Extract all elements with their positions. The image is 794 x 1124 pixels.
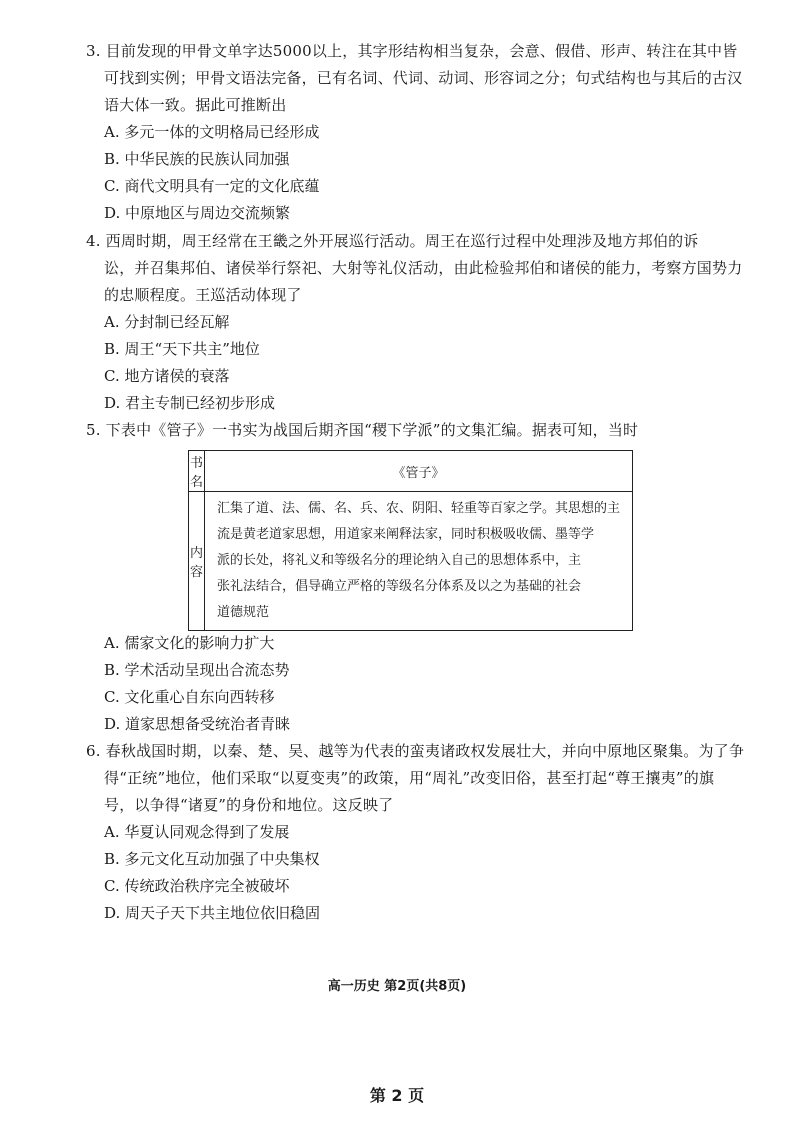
page-number: 第 2 页 xyxy=(369,1086,425,1105)
table-row-content xyxy=(205,492,633,631)
page-footer: 高一历史 第2页(共8页) xyxy=(327,979,467,994)
question-stem-line: 得“正统”地位，他们采取“以夏变夷”的政策，用“周礼”改变旧俗，甚至打起“尊王攘夷”的旗 xyxy=(104,769,715,787)
table-content-line: 流是黄老道家思想，用道家来阐释法家，同时积极吸收儒、墨等学 xyxy=(217,527,595,542)
table-header-label: 书名 xyxy=(189,451,205,492)
guanzi-table xyxy=(188,450,633,631)
table-content-line: 汇集了道、法、儒、名、兵、农、阴阳、轻重等百家之学。其思想的主 xyxy=(217,501,621,516)
option-b: B. 学术活动呈现出合流态势 xyxy=(104,661,290,679)
question-stem-line: 号，以争得“诸夏”的身份和地位。这反映了 xyxy=(104,796,394,814)
table-row-label: 内容 xyxy=(189,492,205,631)
option-d: D. 周天子天下共主地位依旧稳固 xyxy=(104,904,321,922)
question-stem-line: 3. 目前发现的甲骨文单字达5000以上，其字形结构相当复杂，会意、假借、形声、转注在其中皆 xyxy=(86,42,738,60)
question-stem-line: 4. 西周时期，周王经常在王畿之外开展巡行活动。周王在巡行过程中处理涉及地方邦伯的诉 xyxy=(86,232,699,250)
question-5 xyxy=(86,417,726,444)
table-content-line: 派的长处，将礼义和等级名分的理论纳入自己的思想体系中，主 xyxy=(217,553,582,568)
question-stem-line: 的忠顺程度。王巡活动体现了 xyxy=(104,286,302,304)
question-stem-line: 语大体一致。据此可推断出 xyxy=(104,96,287,114)
question-5-options xyxy=(86,630,726,738)
option-b: B. 周王“天下共主”地位 xyxy=(104,340,260,358)
option-d: D. 道家思想备受统治者青睐 xyxy=(104,715,291,733)
option-a: A. 儒家文化的影响力扩大 xyxy=(104,634,275,652)
option-a: A. 多元一体的文明格局已经形成 xyxy=(104,123,320,141)
table-header-value: 《管子》 xyxy=(205,451,633,492)
option-b: B. 多元文化互动加强了中央集权 xyxy=(104,850,320,868)
option-c: C. 文化重心自东向西转移 xyxy=(104,688,275,706)
question-stem-line: 6. 春秋战国时期，以秦、楚、吴、越等为代表的蛮夷诸政权发展壮大，并向中原地区聚集。为了争 xyxy=(86,742,745,760)
question-stem-line: 可找到实例；甲骨文语法完备，已有名词、代词、动词、形容词之分；句式结构也与其后的古汉 xyxy=(104,69,743,87)
question-stem-line: 5. 下表中《管子》一书实为战国后期齐国“稷下学派”的文集汇编。据表可知，当时 xyxy=(86,421,639,439)
option-b: B. 中华民族的民族认同加强 xyxy=(104,150,290,168)
question-stem-line: 讼，并召集邦伯、诸侯举行祭祀、大射等礼仪活动，由此检验邦伯和诸侯的能力，考察方国势力 xyxy=(104,259,743,277)
option-d: D. 中原地区与周边交流频繁 xyxy=(104,204,291,222)
table-content-line: 张礼法结合，倡导确立严格的等级名分体系及以之为基础的社会 xyxy=(217,579,582,594)
question-3 xyxy=(86,38,743,227)
table-content-line: 道德规范 xyxy=(217,605,270,620)
question-4 xyxy=(86,228,743,417)
option-a: A. 分封制已经瓦解 xyxy=(104,313,230,331)
question-6 xyxy=(86,738,745,927)
option-c: C. 地方诸侯的衰落 xyxy=(104,367,230,385)
option-d: D. 君主专制已经初步形成 xyxy=(104,394,276,412)
option-c: C. 传统政治秩序完全被破坏 xyxy=(104,877,290,895)
option-a: A. 华夏认同观念得到了发展 xyxy=(104,823,290,841)
option-c: C. 商代文明具有一定的文化底蕴 xyxy=(104,177,320,195)
